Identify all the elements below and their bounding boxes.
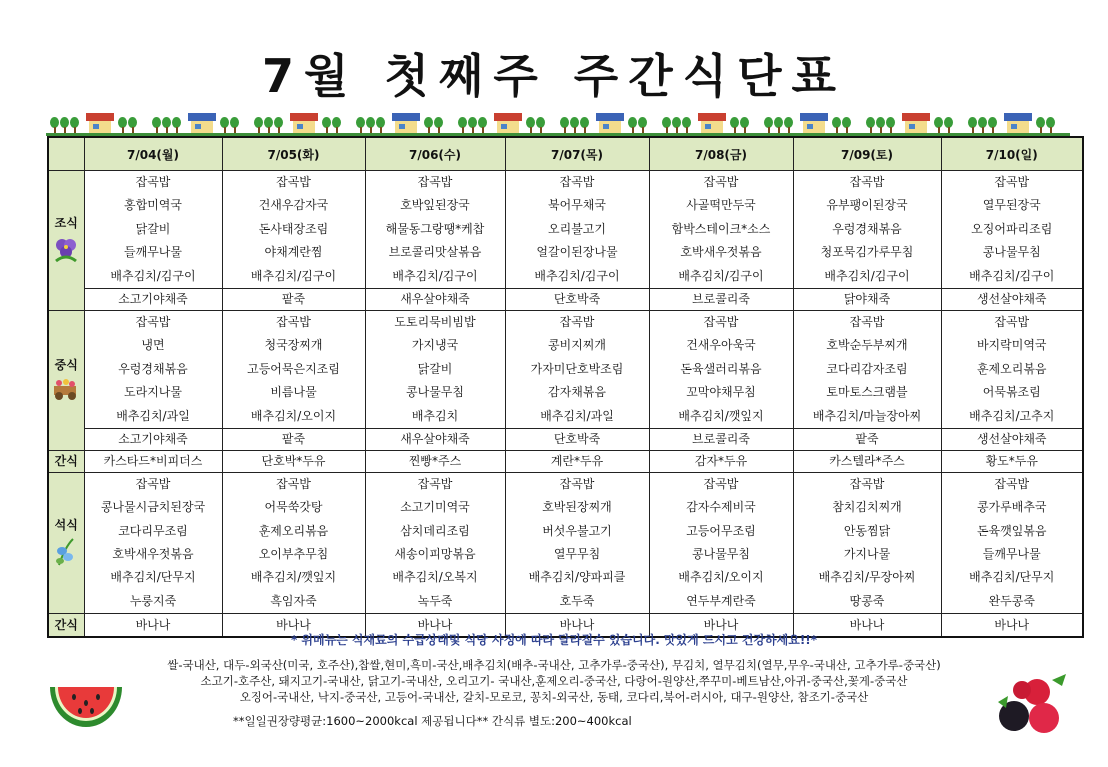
menu-item: 오리불고기	[548, 221, 606, 236]
snack-cell: 바나나	[793, 614, 941, 638]
menu-item: 잡곡밥	[849, 476, 885, 491]
tree-icon	[254, 117, 263, 133]
tree-icon	[968, 117, 977, 133]
snack-cell: 찐빵*주스	[365, 450, 505, 472]
tree-icon	[478, 117, 487, 133]
meal-label-text: 중식	[54, 358, 78, 373]
menu-item: 잡곡밥	[994, 476, 1030, 491]
lunch-row	[48, 310, 1083, 428]
menu-item: 도라지나물	[124, 385, 182, 400]
menu-item: 코다리감자조림	[826, 361, 908, 376]
snack-cell: 황도*두유	[941, 450, 1083, 472]
snack-cell: 단호박*두유	[222, 450, 365, 472]
lunch-cell	[222, 310, 365, 428]
menu-item: 호박새우젓볶음	[112, 547, 194, 562]
corner-cell	[48, 137, 84, 171]
snack-cell: 바나나	[649, 614, 793, 638]
menu-item: 배추김치/깻잎지	[250, 570, 337, 585]
tree-icon	[1046, 117, 1055, 133]
menu-item: 흑임자죽	[270, 593, 317, 608]
tree-icon	[230, 117, 239, 133]
menu-item: 청포묵김가루무침	[820, 245, 914, 260]
menu-item: 어묵볶조림	[982, 385, 1041, 400]
menu-item: 배추김치/오복지	[392, 570, 478, 585]
dinner-cell	[649, 472, 793, 613]
menu-item: 잡곡밥	[135, 476, 171, 491]
menu-item: 고등어무조림	[686, 523, 756, 538]
tree-icon	[70, 117, 79, 133]
menu-item: 잡곡밥	[276, 175, 311, 189]
tree-icon	[366, 117, 375, 133]
tree-icon	[172, 117, 181, 133]
meal-label	[48, 450, 84, 472]
snack-cell: 바나나	[222, 614, 365, 638]
menu-item: 호박새우젓볶음	[680, 245, 762, 260]
menu-item: 새송이피망볶음	[394, 547, 476, 562]
tree-icon	[424, 117, 433, 133]
porridge-cell: 브로콜리죽	[649, 428, 793, 450]
menu-item: 우렁경채볶음	[832, 221, 902, 236]
menu-item: 어묵쑥갓탕	[264, 500, 323, 515]
menu-item: 훈제오리볶음	[976, 361, 1047, 376]
menu-item: 열무무침	[553, 547, 601, 562]
menu-item: 함박스테이크*소스	[671, 221, 771, 236]
snack-cell: 바나나	[365, 614, 505, 638]
menu-item: 가지나물	[843, 547, 891, 562]
menu-item: 안동찜닭	[843, 523, 891, 538]
menu-item: 비름나물	[270, 385, 317, 400]
menu-item: 배추김치/양파피클	[528, 570, 626, 585]
breakfast-cell	[365, 171, 505, 289]
page-title: 7월 첫째주 주간식단표	[262, 49, 846, 103]
menu-item: 들깨무나물	[124, 245, 182, 260]
porridge-cell: 팥죽	[793, 428, 941, 450]
menu-item: 열무된장국	[982, 198, 1041, 213]
porridge-cell: 단호박죽	[505, 288, 649, 310]
menu-item: 잡곡밥	[849, 314, 885, 329]
menu-item: 배추김치	[411, 408, 459, 423]
meal-label	[48, 472, 84, 613]
day-header: 7/09(토)	[793, 137, 941, 171]
menu-item: 배추김치/김구이	[250, 268, 337, 283]
house-icon	[292, 113, 316, 133]
meal-label	[48, 171, 84, 311]
menu-item: 배추김치/마늘장아찌	[812, 408, 922, 423]
menu-item: 배추김치/김구이	[969, 268, 1055, 283]
menu-item: 배추김치/김구이	[824, 268, 910, 283]
day-header-row	[48, 137, 1083, 171]
snack-cell: 바나나	[505, 614, 649, 638]
menu-item: 녹두죽	[417, 593, 453, 608]
tree-icon	[274, 117, 283, 133]
porridge-cell: 새우살야채죽	[365, 288, 505, 310]
dinner-cell	[365, 472, 505, 613]
menu-item: 야채계란찜	[264, 245, 323, 260]
menu-item: 토마토스크램블	[826, 385, 908, 400]
tree-icon	[526, 117, 535, 133]
menu-item: 배추김치/김구이	[678, 268, 764, 283]
tree-icon	[332, 117, 341, 133]
house-icon	[88, 113, 112, 133]
menu-item: 훈제오리볶음	[258, 523, 329, 538]
notice-text: * 위메뉴는 식재료의 수급상태및 식당 사정에 따라 달라질수 있습니다. 맛있게 드시고 건강하세요!!*	[290, 633, 818, 647]
menu-item: 오징어파리조림	[971, 221, 1053, 236]
menu-item: 콩나물무침	[406, 385, 464, 400]
calorie-note: **일일권장량평균:1600~2000kcal 제공됩니다** 간식류 별도:200~400kcal	[233, 714, 632, 728]
menu-item: 브로콜리맛살볶음	[388, 245, 482, 260]
lunch-cell	[941, 310, 1083, 428]
porridge-cell: 닭야채죽	[793, 288, 941, 310]
menu-item: 잡곡밥	[417, 476, 453, 491]
dinner-cell	[84, 472, 222, 613]
tree-icon	[672, 117, 681, 133]
village-decoration	[46, 106, 1070, 136]
house-icon	[190, 113, 214, 133]
menu-item: 배추김치/고추지	[969, 408, 1055, 423]
tree-icon	[662, 117, 671, 133]
snack-cell: 바나나	[941, 614, 1083, 638]
menu-item: 잡곡밥	[703, 175, 739, 189]
weekly-menu-table	[47, 136, 1084, 638]
house-icon	[904, 113, 928, 133]
menu-item: 배추김치/깻잎지	[678, 408, 764, 423]
meal-decoration-icon	[49, 377, 84, 404]
menu-item: 배추김치/과일	[540, 408, 614, 423]
tree-icon	[322, 117, 331, 133]
tree-icon	[536, 117, 545, 133]
menu-item: 배추김치/김구이	[392, 268, 478, 283]
snack-cell: 감자*두유	[649, 450, 793, 472]
porridge-cell: 브로콜리죽	[649, 288, 793, 310]
tree-icon	[162, 117, 171, 133]
day-header: 7/04(월)	[84, 137, 222, 171]
tree-icon	[638, 117, 647, 133]
menu-item: 북어무채국	[548, 198, 606, 213]
tree-icon	[764, 117, 773, 133]
tree-icon	[876, 117, 885, 133]
day-header: 7/08(금)	[649, 137, 793, 171]
watermelon-icon	[46, 673, 126, 749]
meal-label-text: 석식	[54, 518, 78, 533]
tree-icon	[628, 117, 637, 133]
tree-icon	[682, 117, 691, 133]
menu-item: 냉면	[141, 338, 165, 353]
breakfast-porridge-row	[48, 288, 1083, 310]
menu-item: 잡곡밥	[559, 314, 595, 329]
lunch-cell	[649, 310, 793, 428]
tree-icon	[730, 117, 739, 133]
tree-icon	[264, 117, 273, 133]
menu-item: 감자채볶음	[548, 385, 606, 400]
breakfast-cell	[649, 171, 793, 289]
breakfast-cell	[941, 171, 1083, 289]
menu-item: 콩가루배추국	[976, 500, 1047, 515]
menu-item: 배추김치/김구이	[534, 268, 620, 283]
menu-item: 감자수제비국	[686, 500, 756, 515]
tree-icon	[866, 117, 875, 133]
dinner-row	[48, 472, 1083, 613]
origin-line: 오징어-국내산, 낙지-중국산, 고등어-국내산, 갈치-모로코, 꽁치-외국산, 동태, 코다리,북어-러시아, 대구-원양산, 참조기-중국산	[239, 690, 869, 704]
breakfast-cell	[84, 171, 222, 289]
menu-item: 우렁경채볶음	[118, 361, 188, 376]
tree-icon	[458, 117, 467, 133]
meal-label-text: 간식	[54, 617, 78, 632]
menu-item: 배추김치/과일	[116, 408, 190, 423]
snack-cell: 계란*두유	[505, 450, 649, 472]
menu-item: 건새우감자국	[258, 198, 329, 213]
day-header: 7/10(일)	[941, 137, 1083, 171]
tree-icon	[842, 117, 851, 133]
snack-row	[48, 450, 1083, 472]
meal-label-text: 조식	[54, 216, 78, 231]
menu-item: 잡곡밥	[703, 314, 739, 329]
house-icon	[394, 113, 418, 133]
menu-item: 완두콩죽	[988, 593, 1035, 608]
berries-icon	[992, 672, 1072, 742]
house-icon	[1006, 113, 1030, 133]
porridge-cell: 단호박죽	[505, 428, 649, 450]
menu-item: 바지락미역국	[976, 338, 1047, 353]
tree-icon	[988, 117, 997, 133]
menu-item: 잡곡밥	[417, 175, 453, 189]
tree-icon	[944, 117, 953, 133]
house-icon	[700, 113, 724, 133]
menu-item: 건새우아욱국	[686, 338, 756, 353]
menu-item: 잡곡밥	[135, 175, 171, 189]
tree-icon	[978, 117, 987, 133]
menu-item: 돈육깻잎볶음	[976, 523, 1047, 538]
menu-item: 고등어묵은지조림	[247, 361, 340, 376]
tree-icon	[560, 117, 569, 133]
menu-item: 해물동그랑땡*케찹	[385, 221, 485, 236]
tree-icon	[60, 117, 69, 133]
menu-item: 홍합미역국	[124, 198, 182, 213]
meal-decoration-icon	[49, 235, 84, 266]
day-header: 7/05(화)	[222, 137, 365, 171]
menu-item: 잡곡밥	[849, 175, 885, 189]
menu-item: 잡곡밥	[135, 314, 171, 329]
menu-item: 잡곡밥	[276, 314, 311, 329]
breakfast-cell	[793, 171, 941, 289]
house-icon	[496, 113, 520, 133]
menu-item: 땅콩죽	[849, 593, 885, 608]
violet-flower-icon	[52, 235, 80, 263]
menu-item: 가지냉국	[411, 338, 459, 353]
menu-item: 잡곡밥	[703, 476, 739, 491]
porridge-cell: 소고기야채죽	[84, 288, 222, 310]
meal-decoration-icon	[49, 537, 84, 570]
tree-icon	[832, 117, 841, 133]
menu-item: 잡곡밥	[559, 175, 595, 189]
menu-item: 호두죽	[559, 593, 595, 608]
bellflower-icon	[53, 537, 79, 567]
tree-icon	[784, 117, 793, 133]
menu-item: 콩나물무침	[982, 245, 1041, 260]
menu-item: 참치김치찌개	[832, 500, 902, 515]
lunch-cell	[505, 310, 649, 428]
lunch-porridge-row	[48, 428, 1083, 450]
house-icon	[598, 113, 622, 133]
porridge-cell: 생선살야채죽	[941, 428, 1083, 450]
menu-item: 코다리무조림	[118, 523, 188, 538]
dinner-cell	[941, 472, 1083, 613]
porridge-cell: 팥죽	[222, 288, 365, 310]
menu-item: 호박잎된장국	[400, 198, 470, 213]
tree-icon	[1036, 117, 1045, 133]
flower-cart-icon	[51, 377, 81, 401]
menu-item: 잡곡밥	[559, 476, 595, 491]
tree-icon	[118, 117, 127, 133]
tree-icon	[50, 117, 59, 133]
tree-icon	[220, 117, 229, 133]
origin-info	[0, 657, 1108, 705]
menu-item: 꼬막야채무침	[686, 385, 756, 400]
dinner-cell	[793, 472, 941, 613]
tree-icon	[740, 117, 749, 133]
tree-icon	[886, 117, 895, 133]
tree-icon	[774, 117, 783, 133]
menu-item: 돈사태장조림	[258, 221, 329, 236]
tree-icon	[376, 117, 385, 133]
porridge-cell: 새우살야채죽	[365, 428, 505, 450]
menu-item: 누룽지죽	[129, 593, 177, 608]
meal-label-text: 간식	[54, 453, 78, 468]
breakfast-cell	[222, 171, 365, 289]
menu-item: 청국장찌개	[264, 338, 323, 353]
day-header: 7/07(목)	[505, 137, 649, 171]
menu-item: 사골떡만두국	[686, 198, 756, 213]
tree-icon	[128, 117, 137, 133]
menu-item: 소고기미역국	[400, 500, 470, 515]
meal-label	[48, 310, 84, 450]
snack-cell: 카스텔라*주스	[793, 450, 941, 472]
menu-item: 얼갈이된장나물	[536, 245, 618, 260]
porridge-cell: 소고기야채죽	[84, 428, 222, 450]
snack-cell: 바나나	[84, 614, 222, 638]
menu-item: 호박순두부찌개	[826, 338, 908, 353]
porridge-cell: 팥죽	[222, 428, 365, 450]
menu-item: 닭갈비	[417, 361, 453, 376]
tree-icon	[434, 117, 443, 133]
menu-item: 오이부추무침	[258, 547, 329, 562]
menu-item: 닭갈비	[135, 221, 171, 236]
tree-icon	[580, 117, 589, 133]
menu-item: 배추김치/오이지	[678, 570, 764, 585]
tree-icon	[152, 117, 161, 133]
menu-item: 배추김치/단무지	[110, 570, 196, 585]
day-header: 7/06(수)	[365, 137, 505, 171]
tree-icon	[468, 117, 477, 133]
menu-item: 들깨무나물	[982, 547, 1041, 562]
menu-item: 버섯우불고기	[542, 523, 612, 538]
origin-line: 쌀-국내산, 대두-외국산(미국, 호주산),찹쌀,현미,흑미-국산,배추김치(배추-국내산, 고추가루-중국산), 무김치, 열무김치(열무,무우-국내산, 고추가루-중국산)	[167, 658, 941, 672]
menu-item: 잡곡밥	[994, 314, 1030, 329]
menu-item: 콩나물시금치된장국	[100, 500, 206, 515]
tree-icon	[356, 117, 365, 133]
menu-item: 돈육샐러리볶음	[680, 361, 762, 376]
tree-icon	[934, 117, 943, 133]
origin-line: 소고기-호주산, 돼지고기-국내산, 닭고기-국내산, 오리고기- 국내산,훈제오리-중국산, 다랑어-원양산,쭈꾸미-베트남산,아귀-중국산,꽃게-중국산	[200, 674, 908, 688]
menu-item: 호박된장찌개	[542, 500, 612, 515]
dinner-cell	[222, 472, 365, 613]
tree-icon	[570, 117, 579, 133]
lunch-cell	[793, 310, 941, 428]
menu-item: 잡곡밥	[994, 175, 1030, 189]
house-icon	[802, 113, 826, 133]
lunch-cell	[365, 310, 505, 428]
breakfast-row	[48, 171, 1083, 289]
breakfast-cell	[505, 171, 649, 289]
menu-item: 연두부계란죽	[686, 593, 756, 608]
lunch-cell	[84, 310, 222, 428]
menu-item: 배추김치/오이지	[250, 408, 337, 423]
menu-item: 삼치데리조림	[400, 523, 470, 538]
menu-item: 배추김치/무장아찌	[818, 570, 916, 585]
menu-item: 잡곡밥	[276, 476, 311, 491]
menu-item: 콩비지찌개	[548, 338, 606, 353]
menu-item: 유부팽이된장국	[826, 198, 908, 213]
menu-item: 가자미단호박조림	[530, 361, 624, 376]
menu-item: 배추김치/단무지	[969, 570, 1055, 585]
menu-item: 콩나물무침	[692, 547, 750, 562]
menu-item: 배추김치/김구이	[110, 268, 196, 283]
snack-cell: 카스타드*비피더스	[84, 450, 222, 472]
dinner-cell	[505, 472, 649, 613]
porridge-cell: 생선살야채죽	[941, 288, 1083, 310]
menu-item: 도토리묵비빔밥	[394, 314, 476, 329]
